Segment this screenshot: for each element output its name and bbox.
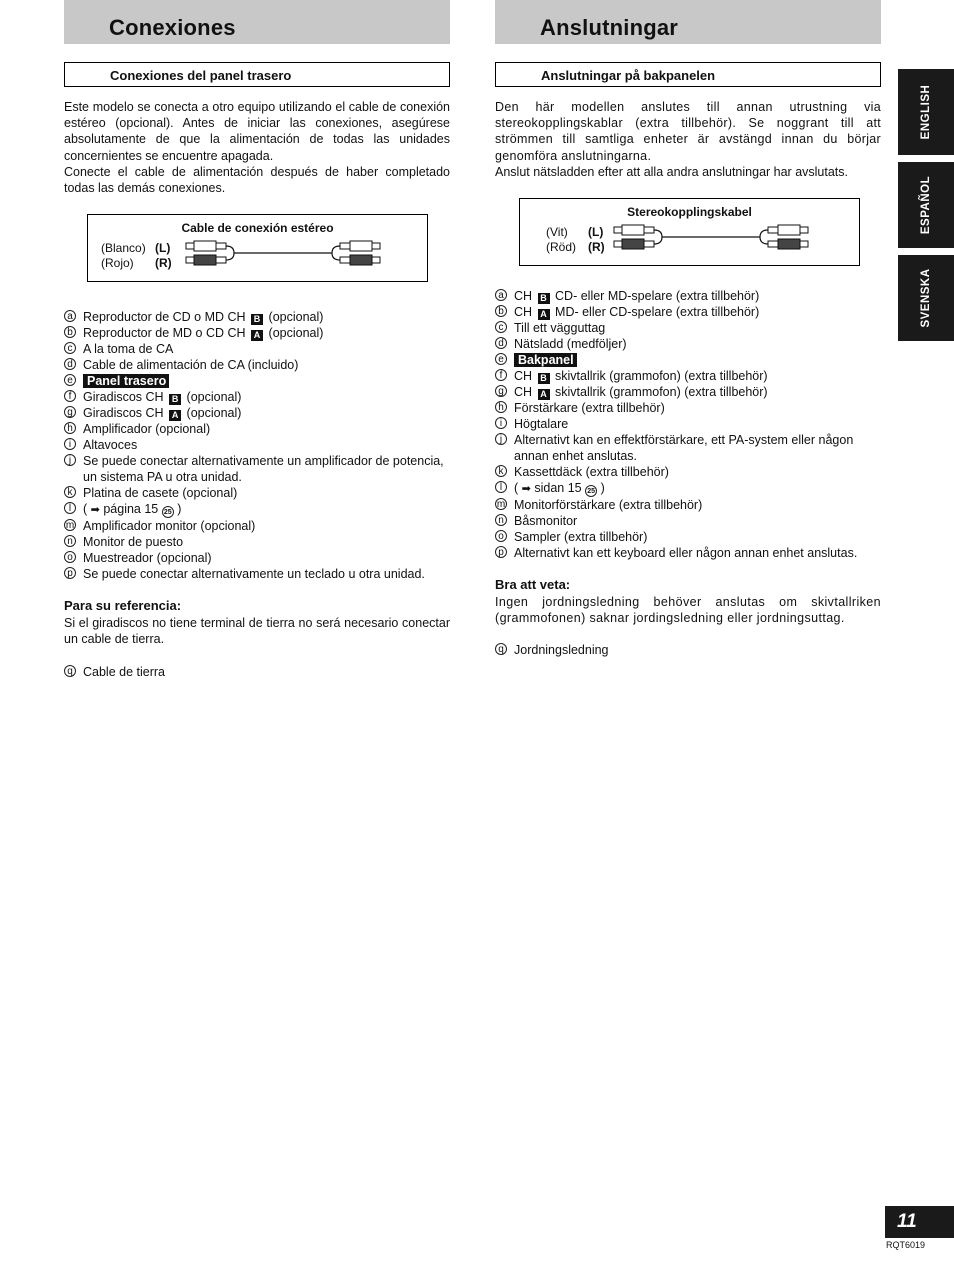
- highlight-label: Panel trasero: [83, 374, 169, 388]
- list-item: [495, 336, 881, 352]
- cable-title: Cable de conexión estéreo: [181, 221, 334, 236]
- page-reference: página 15: [103, 502, 159, 517]
- item-marker: o: [495, 530, 507, 542]
- item-marker: n: [495, 514, 507, 526]
- item-marker: o: [64, 551, 76, 563]
- item-marker: i: [495, 417, 507, 429]
- intro-text: [495, 99, 881, 180]
- item-marker: k: [64, 486, 76, 498]
- item-text: A la toma de CA: [83, 342, 174, 357]
- channel-box-icon: B: [538, 293, 550, 304]
- list-item: [495, 432, 881, 464]
- list-item: [495, 464, 881, 480]
- list-item: [64, 485, 450, 501]
- channel-box-icon: B: [169, 394, 181, 405]
- subsection-title: Anslutningar på bakpanelen: [541, 68, 716, 83]
- cable-left-color: (Blanco): [101, 241, 146, 256]
- item-marker: f: [64, 390, 76, 402]
- item-marker: j: [495, 433, 507, 445]
- page-number: 11: [885, 1206, 954, 1238]
- list-item: [495, 320, 881, 336]
- item-text: Alternativt kan ett keyboard eller någon annan enhet anslutas.: [514, 546, 858, 561]
- item-text: skivtallrik (grammofon) (extra tillbehör): [555, 369, 768, 384]
- item-text: Se puede conectar alternativamente un teclado u otra unidad.: [83, 567, 425, 582]
- list-item: [495, 416, 881, 432]
- intro-text: [64, 99, 450, 196]
- cable-right-color: (Rojo): [101, 256, 134, 271]
- cable-left-channel: (L): [155, 241, 171, 256]
- tab-label: ENGLISH: [920, 84, 932, 140]
- page-reference: sidan 15: [534, 481, 582, 496]
- list-item: l ( ➡ página 15 25 ): [64, 501, 450, 518]
- channel-box-icon: B: [538, 373, 550, 384]
- list-item: [64, 550, 450, 566]
- item-marker: n: [64, 535, 76, 547]
- item-text: CH: [514, 385, 533, 400]
- list-item: [64, 566, 450, 582]
- item-marker: k: [495, 465, 507, 477]
- item-marker: c: [64, 342, 76, 354]
- list-item: [64, 373, 450, 389]
- list-item: [64, 437, 450, 453]
- arrow-right-icon: ➡: [521, 483, 531, 496]
- rca-cable-icon: [184, 239, 384, 271]
- item-text: Amplificador (opcional): [83, 422, 211, 437]
- list-item: [64, 421, 450, 437]
- item-marker: e: [495, 353, 507, 365]
- tab-espanol[interactable]: [898, 162, 954, 248]
- item-text: Nätsladd (medföljer): [514, 337, 627, 352]
- item-marker: g: [64, 406, 76, 418]
- column-swedish: [495, 0, 881, 658]
- item-text: skivtallrik (grammofon) (extra tillbehör): [555, 385, 768, 400]
- item-text: Monitorförstärkare (extra tillbehör): [514, 498, 703, 513]
- cable-right-channel: (R): [155, 256, 172, 271]
- item-marker: d: [64, 358, 76, 370]
- item-text: Altavoces: [83, 438, 138, 453]
- circled-number-icon: 25: [162, 506, 174, 518]
- list-item: [64, 325, 450, 341]
- subsection-heading: [64, 62, 450, 87]
- item-text: Giradiscos CH: [83, 390, 164, 405]
- item-text: CH: [514, 289, 533, 304]
- item-text: (opcional): [186, 406, 242, 421]
- item-text: CH: [514, 305, 533, 320]
- item-marker: d: [495, 337, 507, 349]
- tab-english[interactable]: [898, 69, 954, 155]
- item-marker: q: [495, 643, 507, 655]
- cable-diagram: [519, 198, 860, 266]
- channel-box-icon: A: [538, 309, 550, 320]
- cable-right-color: (Röd): [546, 240, 577, 255]
- list-item: [64, 518, 450, 534]
- item-marker: a: [495, 289, 507, 301]
- channel-box-icon: B: [251, 314, 263, 325]
- item-text: Reproductor de CD o MD CH: [83, 310, 246, 325]
- item-marker: l: [64, 502, 76, 514]
- item-marker: g: [495, 385, 507, 397]
- list-item: l ( ➡ sidan 15 25 ): [495, 480, 881, 497]
- item-text: (opcional): [186, 390, 242, 405]
- list-item: [495, 529, 881, 545]
- list-item: [64, 389, 450, 405]
- list-item: [495, 368, 881, 384]
- list-item: [495, 513, 881, 529]
- item-text: Reproductor de MD o CD CH: [83, 326, 246, 341]
- item-text: Platina de casete (opcional): [83, 486, 238, 501]
- tab-label: ESPAÑOL: [920, 175, 932, 235]
- item-marker: h: [64, 422, 76, 434]
- item-text: Kassettdäck (extra tillbehör): [514, 465, 669, 480]
- tab-svenska[interactable]: [898, 255, 954, 341]
- intro-paragraph: Den här modellen anslutes till annan utrustning via stereokopplingskablar (extra tillbehör). Se noggrant till att strömmen till samtliga enheter är avstängd innan du börjar genomföra anslutningarna.: [495, 100, 881, 163]
- item-marker: h: [495, 401, 507, 413]
- section-title-band: [64, 0, 450, 44]
- item-text: (opcional): [268, 326, 324, 341]
- list-item: [64, 534, 450, 550]
- item-marker: p: [64, 567, 76, 579]
- reference-heading: Para su referencia:: [64, 598, 182, 614]
- item-text: Båsmonitor: [514, 514, 578, 529]
- list-item: [495, 304, 881, 320]
- circled-number-icon: 25: [585, 485, 597, 497]
- list-item: [495, 497, 881, 513]
- item-text: Se puede conectar alternativamente un amplificador de potencia, un sistema PA u otra unidad.: [83, 454, 444, 485]
- item-marker: j: [64, 454, 76, 466]
- item-text: Cable de tierra: [83, 664, 165, 679]
- arrow-right-icon: ➡: [90, 504, 100, 517]
- item-text: Sampler (extra tillbehör): [514, 530, 648, 545]
- list-item: [495, 400, 881, 416]
- list-item: [495, 545, 881, 561]
- item-marker: b: [64, 326, 76, 338]
- item-text: Giradiscos CH: [83, 406, 164, 421]
- rca-cable-icon: [612, 223, 812, 255]
- list-item: [64, 341, 450, 357]
- list-item: [64, 357, 450, 373]
- item-marker: b: [495, 305, 507, 317]
- column-spanish: [64, 0, 450, 680]
- item-text: Jordningsledning: [514, 643, 609, 658]
- subsection-heading: [495, 62, 881, 87]
- item-marker: p: [495, 546, 507, 558]
- section-title: Anslutningar: [540, 15, 679, 40]
- reference-heading: Bra att veta:: [495, 577, 571, 593]
- list-item: [64, 309, 450, 325]
- highlight-label: Bakpanel: [514, 353, 577, 367]
- item-marker: a: [64, 310, 76, 322]
- cable-right-channel: (R): [588, 240, 605, 255]
- item-text: Alternativt kan en effektförstärkare, ett PA-system eller någon annan enhet anslutas.: [514, 433, 854, 464]
- item-text: Monitor de puesto: [83, 535, 184, 550]
- item-marker: m: [65, 520, 75, 532]
- list-item: [64, 405, 450, 421]
- item-marker: m: [496, 499, 506, 511]
- cable-left-color: (Vit): [546, 225, 568, 240]
- list-item: [495, 352, 881, 368]
- legend-list: [64, 309, 450, 582]
- cable-diagram: [87, 214, 428, 282]
- item-marker: l: [495, 481, 507, 493]
- subsection-title: Conexiones del panel trasero: [110, 68, 292, 83]
- item-marker: e: [64, 374, 76, 386]
- intro-paragraph: Conecte el cable de alimentación después de haber completado todas las demás conexiones.: [64, 164, 450, 196]
- reference-text: Ingen jordningsledning behöver anslutas om skivtallriken (grammofonen) saknar jordingsledning eller jordningsuttag.: [495, 595, 881, 626]
- item-text: Muestreador (opcional): [83, 551, 212, 566]
- channel-box-icon: A: [538, 389, 550, 400]
- item-text: Till ett vägguttag: [514, 321, 606, 336]
- intro-paragraph: Anslut nätsladden efter att alla andra anslutningar har avslutats.: [495, 164, 848, 179]
- item-text: CD- eller MD-spelare (extra tillbehör): [555, 289, 760, 304]
- section-title-band: [495, 0, 881, 44]
- item-marker: i: [64, 438, 76, 450]
- item-marker: f: [495, 369, 507, 381]
- item-text: Cable de alimentación de CA (incluido): [83, 358, 299, 373]
- ground-item: [64, 664, 450, 680]
- item-text: MD- eller CD-spelare (extra tillbehör): [555, 305, 760, 320]
- reference-text: Si el giradiscos no tiene terminal de tierra no será necesario conectar un cable de tierra.: [64, 616, 450, 647]
- channel-box-icon: A: [251, 330, 263, 341]
- section-title: Conexiones: [109, 15, 236, 40]
- document-code: RQT6019: [886, 1240, 926, 1250]
- list-item: [495, 384, 881, 400]
- item-text: Högtalare: [514, 417, 569, 432]
- item-text: CH: [514, 369, 533, 384]
- cable-left-channel: (L): [588, 225, 604, 240]
- item-text: Förstärkare (extra tillbehör): [514, 401, 665, 416]
- ground-item: [495, 642, 881, 658]
- item-text: (opcional): [268, 310, 324, 325]
- legend-list: [495, 288, 881, 561]
- cable-title: Stereokopplingskabel: [627, 205, 752, 220]
- channel-box-icon: A: [169, 410, 181, 421]
- list-item: [495, 288, 881, 304]
- tab-label: SVENSKA: [920, 268, 932, 328]
- item-marker: c: [495, 321, 507, 333]
- list-item: [64, 453, 450, 485]
- intro-paragraph: Este modelo se conecta a otro equipo utilizando el cable de conexión estéreo (opcional). Antes de iniciar las conexiones, asegúrese absolutamente de que la alimentación de todas las unidades concernientes se encuentre apagada.: [64, 100, 450, 163]
- item-text: Amplificador monitor (opcional): [83, 519, 256, 534]
- item-marker: q: [64, 665, 76, 677]
